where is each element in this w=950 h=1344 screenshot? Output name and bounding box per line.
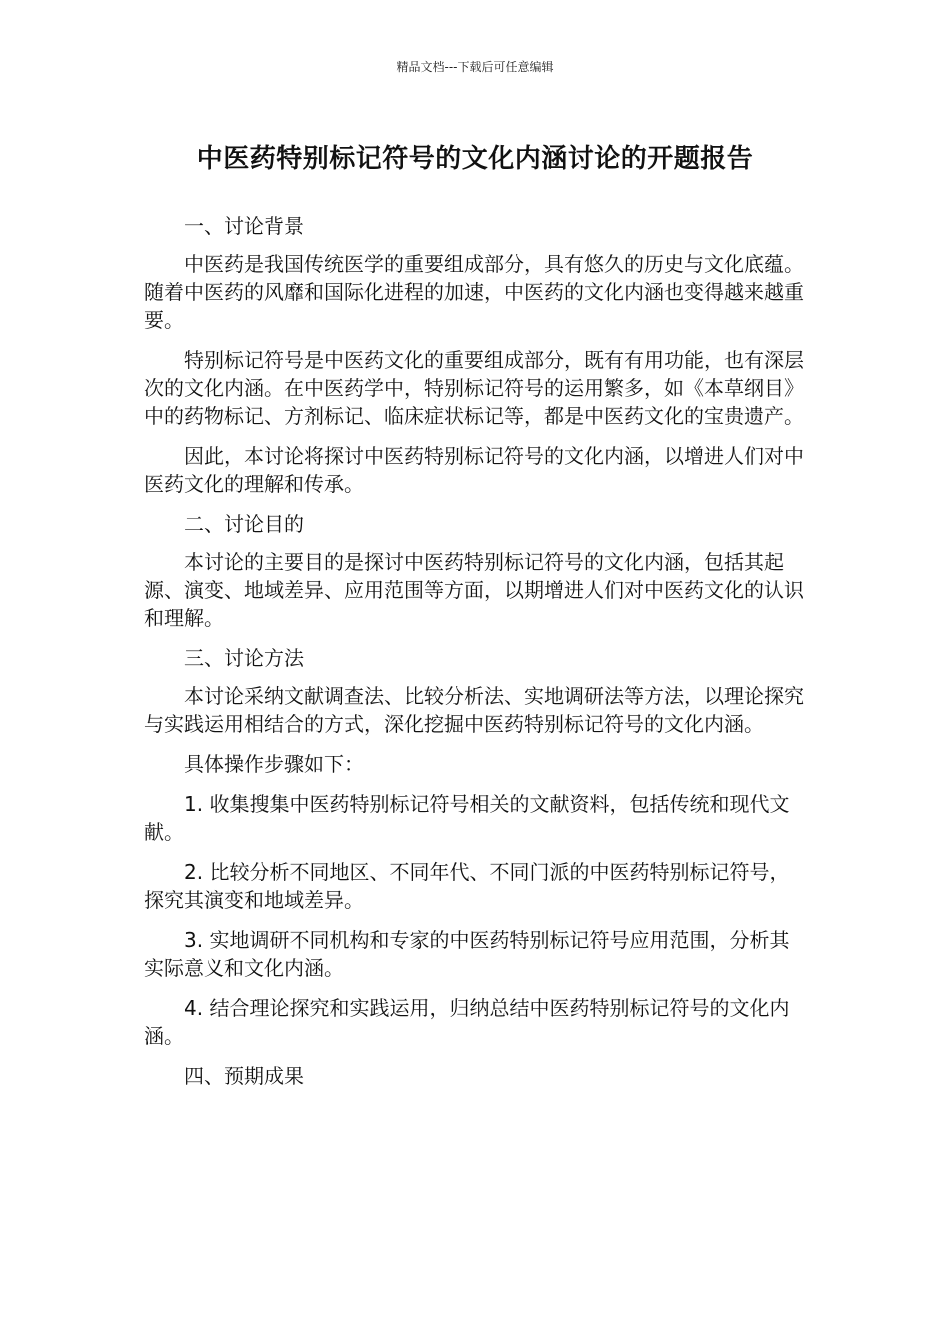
list-item: 3. 实地调研不同机构和专家的中医药特别标记符号应用范围，分析其实际意义和文化内涵。 [144, 928, 790, 980]
section-heading: 一、讨论背景 [184, 214, 304, 238]
document-body [144, 212, 808, 1100]
paragraph: 中医药是我国传统医学的重要组成部分，具有悠久的历史与文化底蕴。随着中医药的风靡和国际化进程的加速，中医药的文化内涵也变得越来越重要。 [144, 252, 804, 332]
section-heading: 三、讨论方法 [184, 646, 304, 670]
paragraph: 本讨论的主要目的是探讨中医药特别标记符号的文化内涵，包括其起源、演变、地域差异、应用范围等方面，以期增进人们对中医药文化的认识和理解。 [144, 550, 804, 630]
page-header: 精品文档---下载后可任意编辑 [396, 60, 554, 74]
section-heading: 四、预期成果 [184, 1064, 304, 1088]
document-title: 中医药特别标记符号的文化内涵讨论的开题报告 [196, 144, 754, 174]
list-item: 1. 收集搜集中医药特别标记符号相关的文献资料，包括传统和现代文献。 [144, 792, 790, 844]
paragraph: 本讨论采纳文献调查法、比较分析法、实地调研法等方法，以理论探究与实践运用相结合的方式，深化挖掘中医药特别标记符号的文化内涵。 [144, 684, 804, 736]
list-item: 4. 结合理论探究和实践运用，归纳总结中医药特别标记符号的文化内涵。 [144, 996, 790, 1048]
paragraph: 因此，本讨论将探讨中医药特别标记符号的文化内涵，以增进人们对中医药文化的理解和传承。 [144, 444, 804, 496]
list-item: 2. 比较分析不同地区、不同年代、不同门派的中医药特别标记符号，探究其演变和地域差异。 [144, 860, 790, 912]
paragraph: 具体操作步骤如下： [184, 752, 364, 776]
paragraph: 特别标记符号是中医药文化的重要组成部分，既有有用功能，也有深层次的文化内涵。在中医药学中，特别标记符号的运用繁多，如《本草纲目》中的药物标记、方剂标记、临床症状标记等，都是中医药文化的宝贵遗产。 [144, 348, 804, 428]
section-heading: 二、讨论目的 [184, 512, 304, 536]
